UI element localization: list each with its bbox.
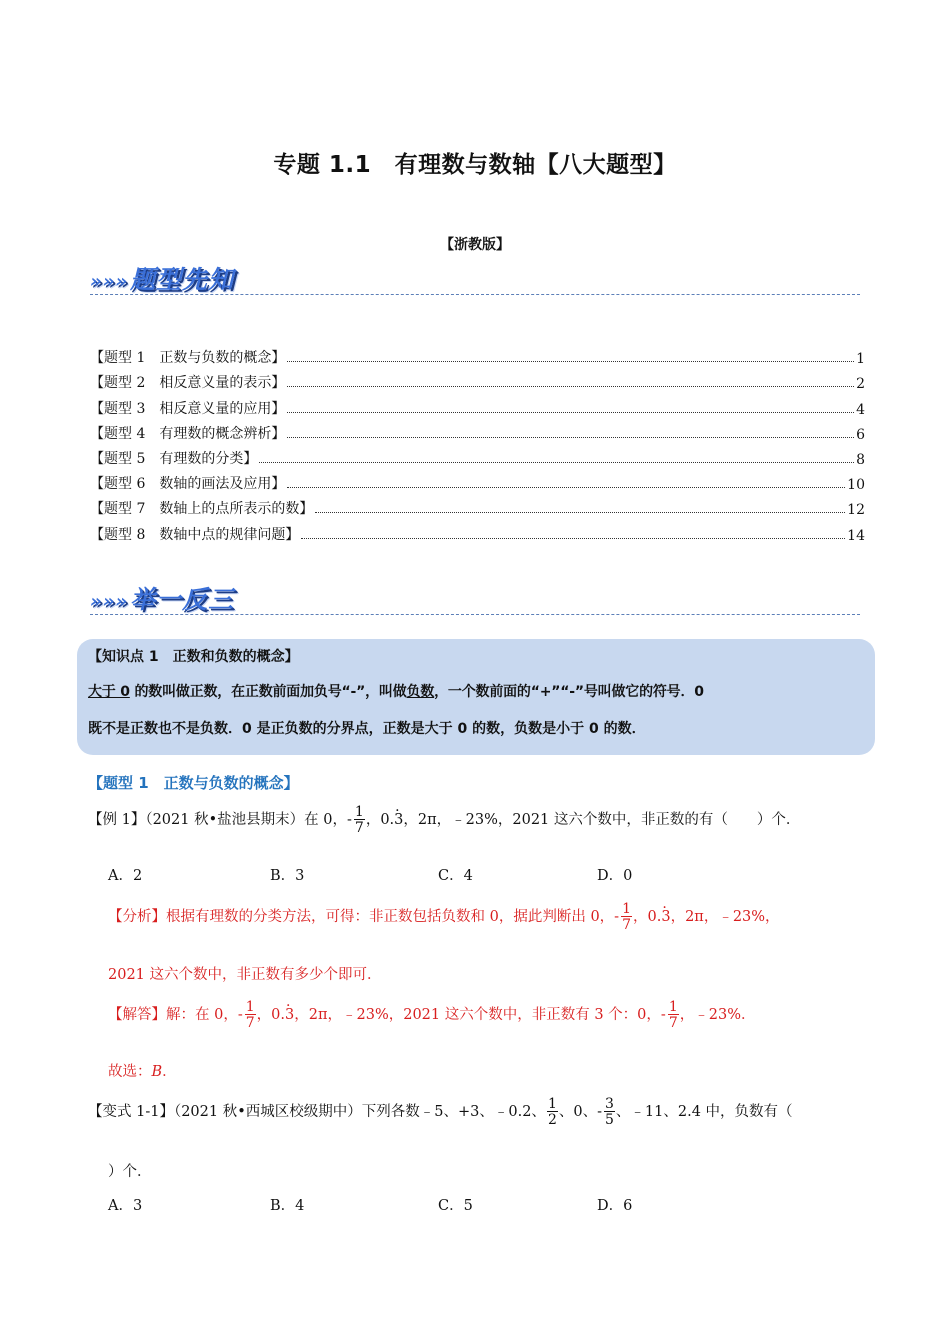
- minus-sign: -: [346, 812, 352, 828]
- toc-leader: [287, 437, 854, 438]
- toc-page-number: 10: [847, 477, 865, 494]
- minus-sign: -: [237, 1007, 243, 1023]
- analysis-tag: 【分析】: [108, 909, 166, 925]
- minus-sign: -: [614, 909, 620, 925]
- answer-line: 【解答】解：在 0，- $\frac{1}{7}$ ，0.· 3，2π，﹣23%，2021 这六个数中，非正数有 3 个：0，- $\frac{1}{7}$ ，﹣23%．: [108, 1000, 755, 1030]
- text: 根据有理数的分类方法，可得：非正数包括负数和 0，据此判断出 0，: [166, 909, 615, 925]
- decimal: 0.: [271, 1007, 286, 1023]
- toc-entry[interactable]: [90, 342, 865, 367]
- toc-page-number: 12: [847, 502, 865, 519]
- edition-label: 【浙教版】: [440, 237, 510, 253]
- toc-leader: [287, 412, 854, 413]
- analysis-line-1: 【分析】根据有理数的分类方法，可得：非正数包括负数和 0，据此判断出 0，- $\frac{1}{7}$ ，0.· 3，2π，﹣23%，: [108, 902, 780, 932]
- option-c[interactable]: C．4: [438, 868, 473, 884]
- divider: [90, 614, 860, 615]
- fraction: [621, 902, 632, 932]
- divider: [90, 294, 860, 295]
- example-1-question: 【例 1】（2021 秋•盐池县期末）在 0，- $\frac{1}{7}$ ，0.· 3，2π，﹣23%，2021 这六个数中，非正数的有（ ）个．: [88, 805, 800, 835]
- text: ，一个数前面的“+”“-”号叫做它的符号．0: [434, 684, 704, 700]
- toc-page-number: 4: [856, 401, 865, 418]
- page-title: 专题 1.1 有理数与数轴【八大题型】: [273, 152, 677, 178]
- text: 解：在 0，: [166, 1007, 238, 1023]
- banner-preview: [90, 260, 234, 296]
- text: 故选：: [108, 1064, 152, 1080]
- toc-label: 【题型 1 正数与负数的概念】: [90, 350, 286, 367]
- text: 、0、: [558, 1104, 598, 1120]
- variant-1-1-question: [88, 1097, 793, 1127]
- text: 【变式 1-1】（2021 秋•西城区校级期中）下列各数﹣5、+3、﹣0.2、: [88, 1104, 546, 1120]
- toc-label: 【题型 3 相反意义量的应用】: [90, 400, 286, 417]
- text: 【例 1】（2021 秋•盐池县期末）在 0，: [88, 812, 347, 828]
- option-b[interactable]: B．3: [270, 868, 305, 884]
- option-a[interactable]: A．3: [108, 1198, 143, 1214]
- toc-leader: [301, 538, 845, 539]
- option-d[interactable]: D．0: [597, 868, 633, 884]
- denominator: 7: [622, 917, 631, 933]
- arrows-icon: »»»: [90, 590, 129, 612]
- toc-leader: [315, 512, 845, 513]
- numerator: 1: [622, 901, 631, 917]
- text: ，2π，﹣23%，: [670, 909, 780, 925]
- text: ，2π，﹣23%，2021 这六个数中，非正数的有（ ）个．: [403, 812, 801, 828]
- conclusion-line: [108, 1060, 177, 1081]
- denominator: 7: [668, 1015, 678, 1031]
- knowledge-line-1: [88, 681, 704, 701]
- fraction: [668, 1000, 679, 1030]
- toc-page-number: 2: [856, 376, 865, 393]
- repeating-digit: · 3: [661, 909, 670, 925]
- text: ，﹣23%．: [679, 1007, 756, 1023]
- banner-practice: [90, 580, 234, 616]
- toc-entry[interactable]: [90, 518, 865, 543]
- numerator: 1: [245, 999, 255, 1015]
- fraction: [547, 1097, 558, 1127]
- knowledge-title: 【知识点 1 正数和负数的概念】: [88, 649, 299, 665]
- decimal: 0.: [380, 812, 395, 828]
- toc-entry[interactable]: [90, 367, 865, 392]
- text: ．: [162, 1064, 177, 1080]
- toc-page-number: 8: [856, 451, 865, 468]
- denominator: 7: [245, 1015, 255, 1031]
- toc-entry[interactable]: [90, 493, 865, 518]
- fraction: [604, 1097, 615, 1127]
- toc-entry[interactable]: [90, 443, 865, 468]
- toc-entry[interactable]: [90, 392, 865, 417]
- text: ，2π，﹣23%，2021 这六个数中，非正数有 3 个：0，: [294, 1007, 661, 1023]
- minus-sign: -: [660, 1007, 666, 1023]
- toc-label: 【题型 2 相反意义量的表示】: [90, 375, 286, 392]
- answer-tag: 【解答】: [108, 1007, 166, 1023]
- toc-label: 【题型 4 有理数的概念辨析】: [90, 425, 286, 442]
- repeating-digit: · 3: [394, 812, 403, 828]
- toc-entry[interactable]: [90, 468, 865, 493]
- toc-page-number: 1: [856, 351, 865, 368]
- denominator: 5: [605, 1112, 614, 1128]
- banner-preview-text: 题型先知: [130, 265, 235, 294]
- text: 、﹣11、2.4 中，负数有（: [615, 1104, 793, 1120]
- toc-page-number: 6: [856, 426, 865, 443]
- knowledge-line-2: 既不是正数也不是负数．0 是正负数的分界点，正数是大于 0 的数，负数是小于 0 的数．: [88, 721, 646, 737]
- toc-leader: [287, 487, 845, 488]
- repeating-digit: · 3: [285, 1007, 294, 1023]
- toc-label: 【题型 6 数轴的画法及应用】: [90, 476, 286, 493]
- numerator: 3: [605, 1096, 614, 1112]
- fraction: [245, 1000, 256, 1030]
- option-c[interactable]: C．5: [438, 1198, 473, 1214]
- denominator: 7: [354, 820, 364, 836]
- denominator: 2: [547, 1112, 557, 1128]
- option-d[interactable]: D．6: [597, 1198, 633, 1214]
- numerator: 1: [668, 999, 678, 1015]
- toc-label: 【题型 8 数轴中点的规律问题】: [90, 526, 300, 543]
- numerator: 1: [547, 1096, 557, 1112]
- decimal: 0.: [647, 909, 662, 925]
- fraction: [354, 805, 365, 835]
- option-b[interactable]: B．4: [270, 1198, 305, 1214]
- emphasis: 负数: [406, 684, 435, 700]
- numerator: 1: [354, 804, 364, 820]
- toc-leader: [287, 361, 854, 362]
- arrows-icon: »»»: [90, 270, 129, 292]
- toc-label: 【题型 5 有理数的分类】: [90, 450, 258, 467]
- banner-practice-text: 举一反三: [130, 585, 235, 614]
- question-type-heading: 【题型 1 正数与负数的概念】: [88, 774, 299, 792]
- table-of-contents: [90, 342, 865, 544]
- toc-leader: [287, 386, 854, 387]
- variant-1-1-line-2: ）个．: [108, 1164, 152, 1180]
- text: 的数叫做正数，在正数前面加负号“-”，叫做: [129, 684, 407, 700]
- analysis-line-2: 2021 这六个数中，非正数有多少个即可．: [108, 967, 382, 983]
- emphasis: 大于 0: [88, 684, 130, 700]
- toc-entry[interactable]: [90, 418, 865, 443]
- toc-leader: [259, 462, 854, 463]
- minus-sign: -: [597, 1104, 602, 1120]
- toc-label: 【题型 7 数轴上的点所表示的数】: [90, 501, 314, 518]
- answer-letter: B: [151, 1064, 163, 1080]
- option-a[interactable]: A．2: [108, 868, 143, 884]
- toc-page-number: 14: [847, 527, 865, 544]
